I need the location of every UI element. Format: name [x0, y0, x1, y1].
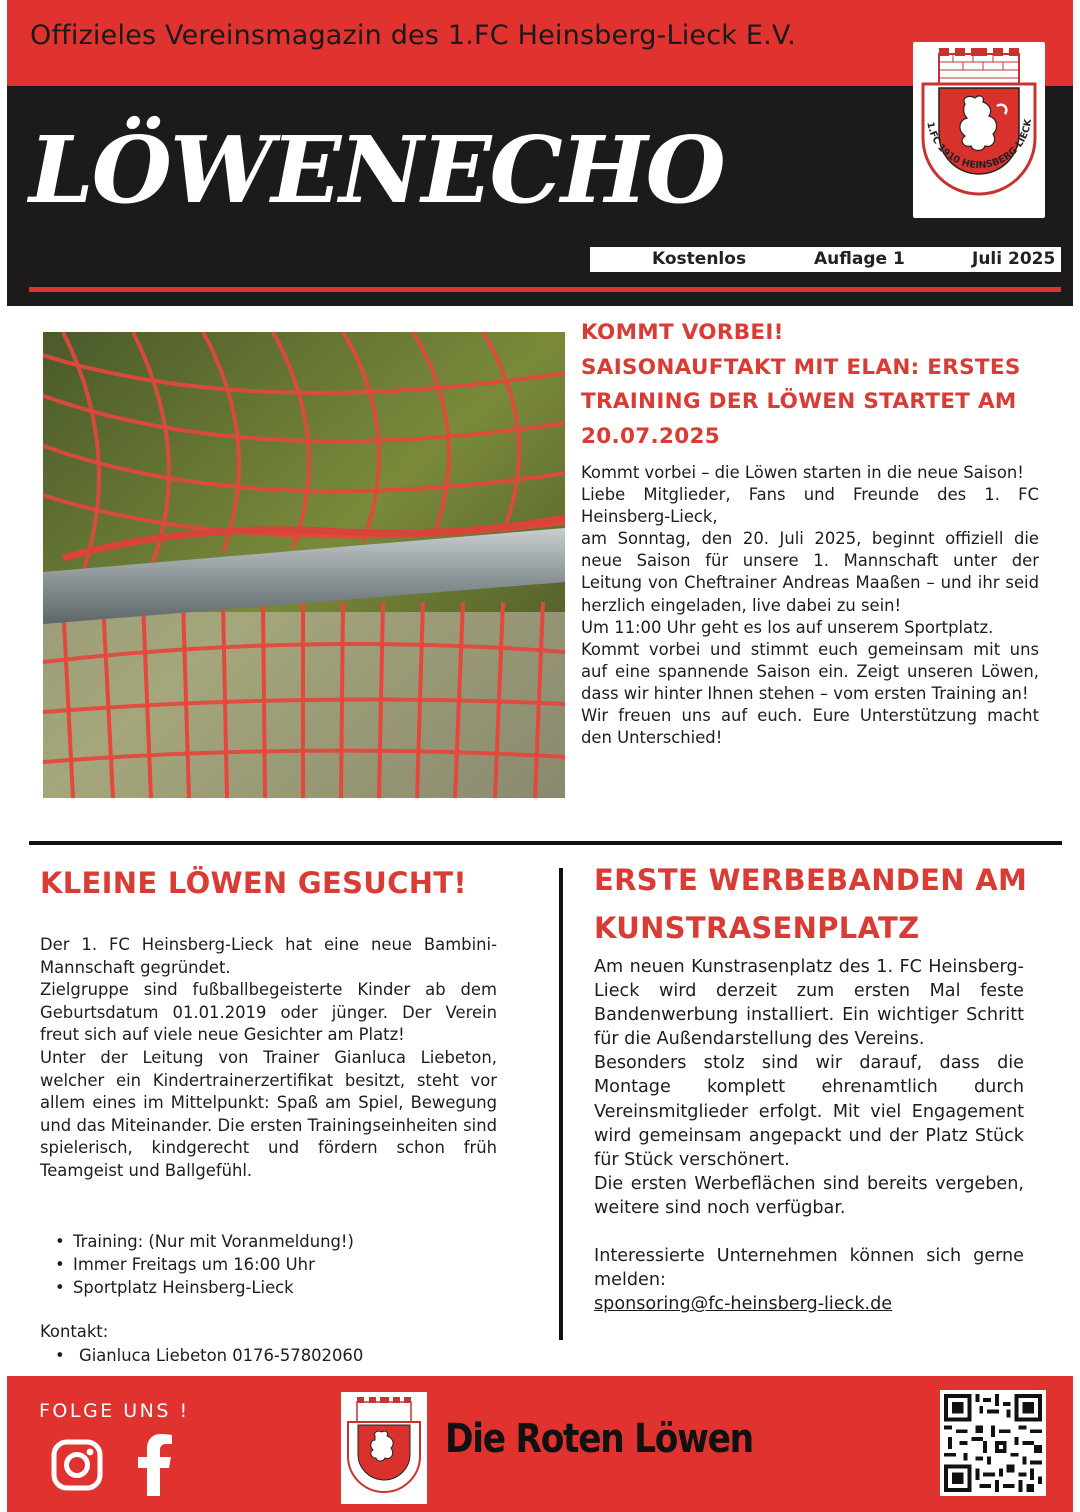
article3-headline-line: KUNSTRASENPLATZ — [594, 911, 920, 945]
footer-banner — [7, 1376, 1073, 1512]
article1-headline-line: SAISONAUFTAKT MIT ELAN: ERSTES — [581, 354, 1021, 380]
masthead-title: LÖWENECHO — [29, 116, 724, 224]
article1-paragraph: Wir freuen uns auf euch. Eure Unterstützung macht den Unterschied! — [581, 706, 1039, 748]
issue-price: Kostenlos — [652, 249, 747, 269]
issue-info-bar — [590, 247, 1061, 272]
contact-entry: • Gianluca Liebeton 0176-57802060 — [55, 1346, 363, 1365]
article2-paragraph: Der 1. FC Heinsberg-Lieck hat eine neue Bambini-Mannschaft gegründet. — [40, 935, 497, 977]
article1-paragraph: Liebe Mitglieder, Fans und Freunde des 1. FC Heinsberg-Lieck, — [581, 485, 1039, 527]
article1-body — [581, 462, 1039, 749]
article2-paragraph: Unter der Leitung von Trainer Gianluca Liebeton, welcher ein Kindertrainerzertifikat besitzt, steht vor allem eines im Mittelpunkt: Spaß am Spiel, Bewegung und das Miteinander. Die ersten Trainingseinheiten sind spielerisch, kindgerecht und fördern schon früh Teamgeist und Ballgefühl. — [40, 1047, 497, 1180]
article1-paragraph: am Sonntag, den 20. Juli 2025, beginnt offiziell die neue Saison für unsere 1. Mannschaft unter der Leitung von Cheftrainer Andreas Maaßen – und ihr seid herzlich eingeladen, live dabei zu sein! — [581, 529, 1039, 615]
article3-headline — [594, 856, 1034, 952]
qr-code[interactable] — [940, 1390, 1046, 1496]
issue-edition: Auflage 1 — [814, 249, 905, 269]
club-crest — [913, 42, 1045, 218]
magazine-tagline: Offizieles Vereinsmagazin des 1.FC Heinsberg-Lieck E.V. — [30, 20, 796, 51]
goal-net-photo — [43, 332, 565, 798]
article3-paragraph: Besonders stolz sind wir darauf, dass die Montage komplett ehrenamtlich durch Vereinsmitglieder erfolgt. Mit viel Engagement wird gemeinsam angepackt und der Platz Stück für Stück verschönert. — [594, 1053, 1024, 1170]
club-slogan: Die Roten Löwen — [445, 1416, 753, 1462]
article1-paragraph: Kommt vorbei – die Löwen starten in die neue Saison! — [581, 463, 1024, 482]
contact-label: Kontakt: — [40, 1322, 109, 1341]
article3-headline-line: ERSTE WERBEBANDEN AM — [594, 863, 1028, 897]
magazine-page — [7, 0, 1073, 1512]
sponsoring-email-link[interactable]: sponsoring@fc-heinsberg-lieck.de — [594, 1294, 893, 1315]
article1-headline-line: 20.07.2025 — [581, 423, 721, 449]
article3-paragraph: Die ersten Werbeflächen sind bereits vergeben, weitere sind noch verfügbar. — [594, 1173, 1024, 1218]
article1-headline-line: KOMMT VORBEI! — [581, 320, 784, 345]
article3-paragraph: Am neuen Kunstrasenplatz des 1. FC Heinsberg-Lieck wird derzeit zum ersten Mal feste Bandenwerbung installiert. Ein wichtiger Schritt für die Außendarstellung des Vereins. — [594, 957, 1024, 1050]
article3-cta: Interessierte Unternehmen können sich gerne melden: — [594, 1246, 1024, 1291]
article2-headline: KLEINE LÖWEN GESUCHT! — [40, 866, 467, 900]
article2-body — [40, 934, 497, 1183]
list-item: • Sportplatz Heinsberg-Lieck — [55, 1276, 354, 1299]
article1-headline — [581, 316, 1051, 454]
list-item: • Immer Freitags um 16:00 Uhr — [55, 1253, 354, 1276]
follow-us-label: FOLGE UNS ! — [39, 1400, 190, 1422]
header-divider — [29, 287, 1061, 292]
list-item: • Training: (Nur mit Voranmeldung!) — [55, 1230, 354, 1253]
facebook-icon[interactable] — [137, 1434, 173, 1496]
training-info-list — [55, 1230, 354, 1299]
section-divider — [29, 841, 1062, 845]
article2-paragraph: Zielgruppe sind fußballbegeisterte Kinder ab dem Geburtsdatum 01.01.2019 oder jünger. Der Verein freut sich auf viele neue Gesichter am Platz! — [40, 980, 497, 1045]
crest-text: 1.FC 1910 HEINSBERG-LIECK — [924, 118, 1034, 172]
column-divider — [559, 868, 563, 1340]
issue-date: Juli 2025 — [972, 249, 1056, 269]
article1-paragraph: Um 11:00 Uhr geht es los auf unserem Sportplatz. — [581, 617, 994, 637]
footer-crest-icon — [341, 1392, 427, 1504]
article1-headline-line: TRAINING DER LÖWEN STARTET AM — [581, 389, 1017, 414]
article3-body — [594, 955, 1024, 1316]
lion-crest-icon — [913, 42, 1045, 218]
article1-paragraph: Kommt vorbei und stimmt euch gemeinsam mit uns auf eine spannende Saison ein. Zeigt unseren Löwen, dass wir hinter Ihnen stehen – vom ersten Training an! — [581, 639, 1039, 703]
instagram-icon[interactable] — [51, 1439, 103, 1491]
